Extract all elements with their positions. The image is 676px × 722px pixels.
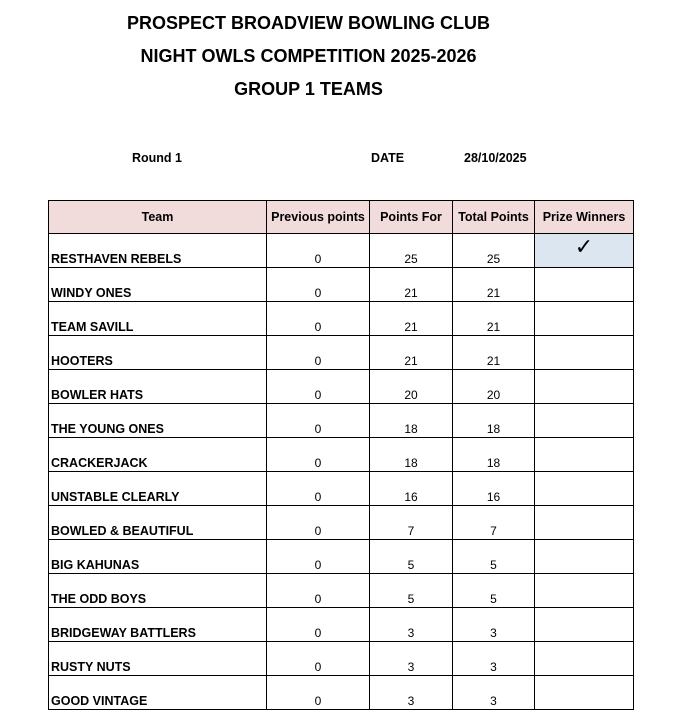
previous-points-cell: 0 [267, 506, 370, 540]
club-title: PROSPECT BROADVIEW BOWLING CLUB [127, 13, 490, 33]
points-for-cell: 3 [370, 608, 453, 642]
points-for-cell: 21 [370, 268, 453, 302]
results-table [48, 200, 634, 710]
total-points-cell: 21 [453, 302, 535, 336]
table-row [49, 472, 634, 506]
competition-title: NIGHT OWLS COMPETITION 2025-2026 [140, 46, 477, 66]
previous-points-cell: 0 [267, 642, 370, 676]
total-points-cell: 25 [453, 234, 535, 268]
team-name-cell: TEAM SAVILL [49, 302, 267, 336]
previous-points-cell: 0 [267, 302, 370, 336]
total-points-cell: 3 [453, 676, 535, 710]
points-for-cell: 20 [370, 370, 453, 404]
group-title: GROUP 1 TEAMS [234, 79, 383, 99]
prize-winner-cell [535, 438, 634, 472]
round-label: Round 1 [132, 151, 182, 165]
date-label: DATE [371, 151, 405, 165]
team-name-cell: UNSTABLE CLEARLY [49, 472, 267, 506]
team-name-cell: THE YOUNG ONES [49, 404, 267, 438]
points-for-cell: 16 [370, 472, 453, 506]
prize-winner-check-icon: ✓ [535, 234, 634, 268]
team-name-cell: CRACKERJACK [49, 438, 267, 472]
prize-winner-cell [535, 268, 634, 302]
previous-points-cell: 0 [267, 370, 370, 404]
previous-points-cell: 0 [267, 404, 370, 438]
column-header-prize-winners: Prize Winners [535, 201, 634, 234]
previous-points-cell: 0 [267, 438, 370, 472]
team-name-cell: HOOTERS [49, 336, 267, 370]
table-row [49, 302, 634, 336]
previous-points-cell: 0 [267, 268, 370, 302]
table-row [49, 268, 634, 302]
column-header-total-points: Total Points [453, 201, 535, 234]
table-row [49, 540, 634, 574]
table-row [49, 404, 634, 438]
prize-winner-cell [535, 676, 634, 710]
prize-winner-cell [535, 506, 634, 540]
points-for-cell: 21 [370, 302, 453, 336]
total-points-cell: 18 [453, 438, 535, 472]
total-points-cell: 5 [453, 574, 535, 608]
prize-winner-cell [535, 302, 634, 336]
points-for-cell: 25 [370, 234, 453, 268]
date-value: 28/10/2025 [464, 151, 527, 165]
total-points-cell: 18 [453, 404, 535, 438]
column-header-previous-points: Previous points [267, 201, 370, 234]
points-for-cell: 3 [370, 676, 453, 710]
prize-winner-cell [535, 472, 634, 506]
prize-winner-cell [535, 370, 634, 404]
table-header-row [49, 201, 634, 234]
table-row [49, 438, 634, 472]
points-for-cell: 3 [370, 642, 453, 676]
table-row [49, 370, 634, 404]
previous-points-cell: 0 [267, 234, 370, 268]
previous-points-cell: 0 [267, 336, 370, 370]
team-name-cell: RESTHAVEN REBELS [49, 234, 267, 268]
points-for-cell: 5 [370, 540, 453, 574]
table-row [49, 506, 634, 540]
team-name-cell: BIG KAHUNAS [49, 540, 267, 574]
total-points-cell: 21 [453, 336, 535, 370]
team-name-cell: BOWLER HATS [49, 370, 267, 404]
total-points-cell: 3 [453, 642, 535, 676]
table-row [49, 642, 634, 676]
total-points-cell: 3 [453, 608, 535, 642]
total-points-cell: 20 [453, 370, 535, 404]
team-name-cell: RUSTY NUTS [49, 642, 267, 676]
total-points-cell: 5 [453, 540, 535, 574]
column-header-points-for: Points For [370, 201, 453, 234]
previous-points-cell: 0 [267, 608, 370, 642]
points-for-cell: 7 [370, 506, 453, 540]
points-for-cell: 18 [370, 438, 453, 472]
prize-winner-cell [535, 608, 634, 642]
prize-winner-cell [535, 540, 634, 574]
table-row [49, 574, 634, 608]
total-points-cell: 7 [453, 506, 535, 540]
points-for-cell: 5 [370, 574, 453, 608]
total-points-cell: 21 [453, 268, 535, 302]
previous-points-cell: 0 [267, 540, 370, 574]
previous-points-cell: 0 [267, 574, 370, 608]
table-row [49, 676, 634, 710]
prize-winner-cell [535, 336, 634, 370]
prize-winner-cell [535, 642, 634, 676]
team-name-cell: GOOD VINTAGE [49, 676, 267, 710]
prize-winner-cell [535, 404, 634, 438]
table-row [49, 608, 634, 642]
total-points-cell: 16 [453, 472, 535, 506]
points-for-cell: 21 [370, 336, 453, 370]
column-header-team: Team [49, 201, 267, 234]
previous-points-cell: 0 [267, 676, 370, 710]
prize-winner-cell [535, 574, 634, 608]
table-row [49, 234, 634, 268]
table-row [49, 336, 634, 370]
team-name-cell: BOWLED & BEAUTIFUL [49, 506, 267, 540]
team-name-cell: THE ODD BOYS [49, 574, 267, 608]
team-name-cell: WINDY ONES [49, 268, 267, 302]
team-name-cell: BRIDGEWAY BATTLERS [49, 608, 267, 642]
previous-points-cell: 0 [267, 472, 370, 506]
points-for-cell: 18 [370, 404, 453, 438]
